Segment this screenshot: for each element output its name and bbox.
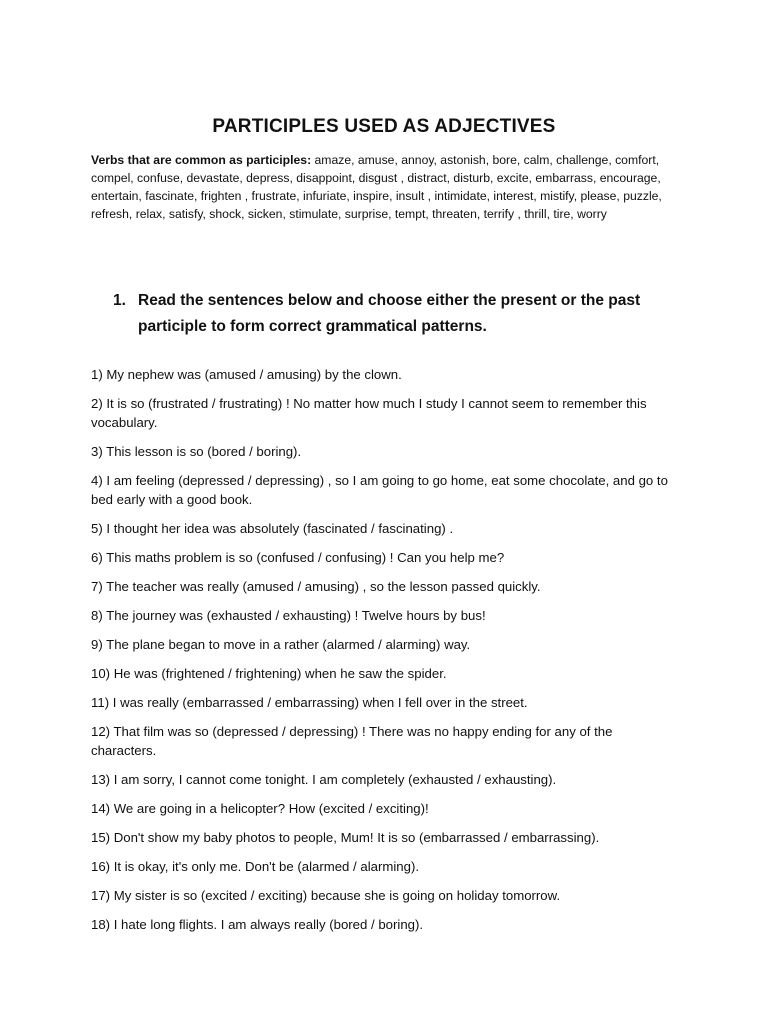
question-item: 7) The teacher was really (amused / amusing) , so the lesson passed quickly.	[91, 579, 541, 594]
question-item: 1) My nephew was (amused / amusing) by the clown.	[91, 367, 402, 382]
question-item: 18) I hate long flights. I am always really (bored / boring).	[91, 917, 424, 932]
instruction-number: 1.	[113, 292, 126, 309]
question-item: 5) I thought her idea was absolutely (fascinated / fascinating) .	[91, 521, 454, 536]
question-item: 9) The plane began to move in a rather (alarmed / alarming) way.	[91, 637, 471, 652]
question-item: 2) It is so (frustrated / frustrating) ! No matter how much I study I cannot seem to remember this vocabulary.	[91, 396, 647, 430]
question-item: 13) I am sorry, I cannot come tonight. I am completely (exhausted / exhausting).	[91, 772, 557, 787]
instruction-heading	[113, 288, 673, 340]
question-item: 14) We are going in a helicopter? How (excited / exciting)!	[91, 801, 429, 816]
question-item: 12) That film was so (depressed / depressing) ! There was no happy ending for any of the characters.	[91, 724, 613, 758]
question-item: 16) It is okay, it's only me. Don't be (alarmed / alarming).	[91, 859, 420, 874]
question-item: 15) Don't show my baby photos to people, Mum! It is so (embarrassed / embarrassing).	[91, 830, 600, 845]
verbs-intro: Verbs that are common as participles:	[91, 153, 312, 167]
verbs-list: amaze, amuse, annoy, astonish, bore, calm, challenge, comfort, compel, confuse, devastate, depress, disappoint, disgust , distract, disturb, excite, embarrass, encourage, entertain, fascinate, frighten , frustrate, infuriate, inspire, insult , intimidate, interest, mistify, please, puzzle, refresh, relax, satisfy, shock, sicken, stimulate, surprise, tempt, threaten, terrify , thrill, tire, worry	[91, 153, 662, 221]
question-item: 17) My sister is so (excited / exciting) because she is going on holiday tomorrow.	[91, 888, 561, 903]
question-item: 8) The journey was (exhausted / exhausting) ! Twelve hours by bus!	[91, 608, 486, 623]
question-item: 4) I am feeling (depressed / depressing) , so I am going to go home, eat some chocolate, and go to bed early with a good book.	[91, 473, 668, 507]
question-item: 10) He was (frightened / frightening) when he saw the spider.	[91, 666, 447, 681]
question-item: 3) This lesson is so (bored / boring).	[91, 444, 302, 459]
page-title: PARTICIPLES USED AS ADJECTIVES	[212, 116, 556, 137]
question-item: 11) I was really (embarrassed / embarrassing) when I fell over in the street.	[91, 695, 528, 710]
verbs-paragraph	[91, 151, 681, 223]
question-list	[91, 365, 681, 944]
instruction-text: Read the sentences below and choose either the present or the past participle to form correct grammatical patterns.	[138, 292, 641, 335]
question-item: 6) This maths problem is so (confused / confusing) ! Can you help me?	[91, 550, 505, 565]
